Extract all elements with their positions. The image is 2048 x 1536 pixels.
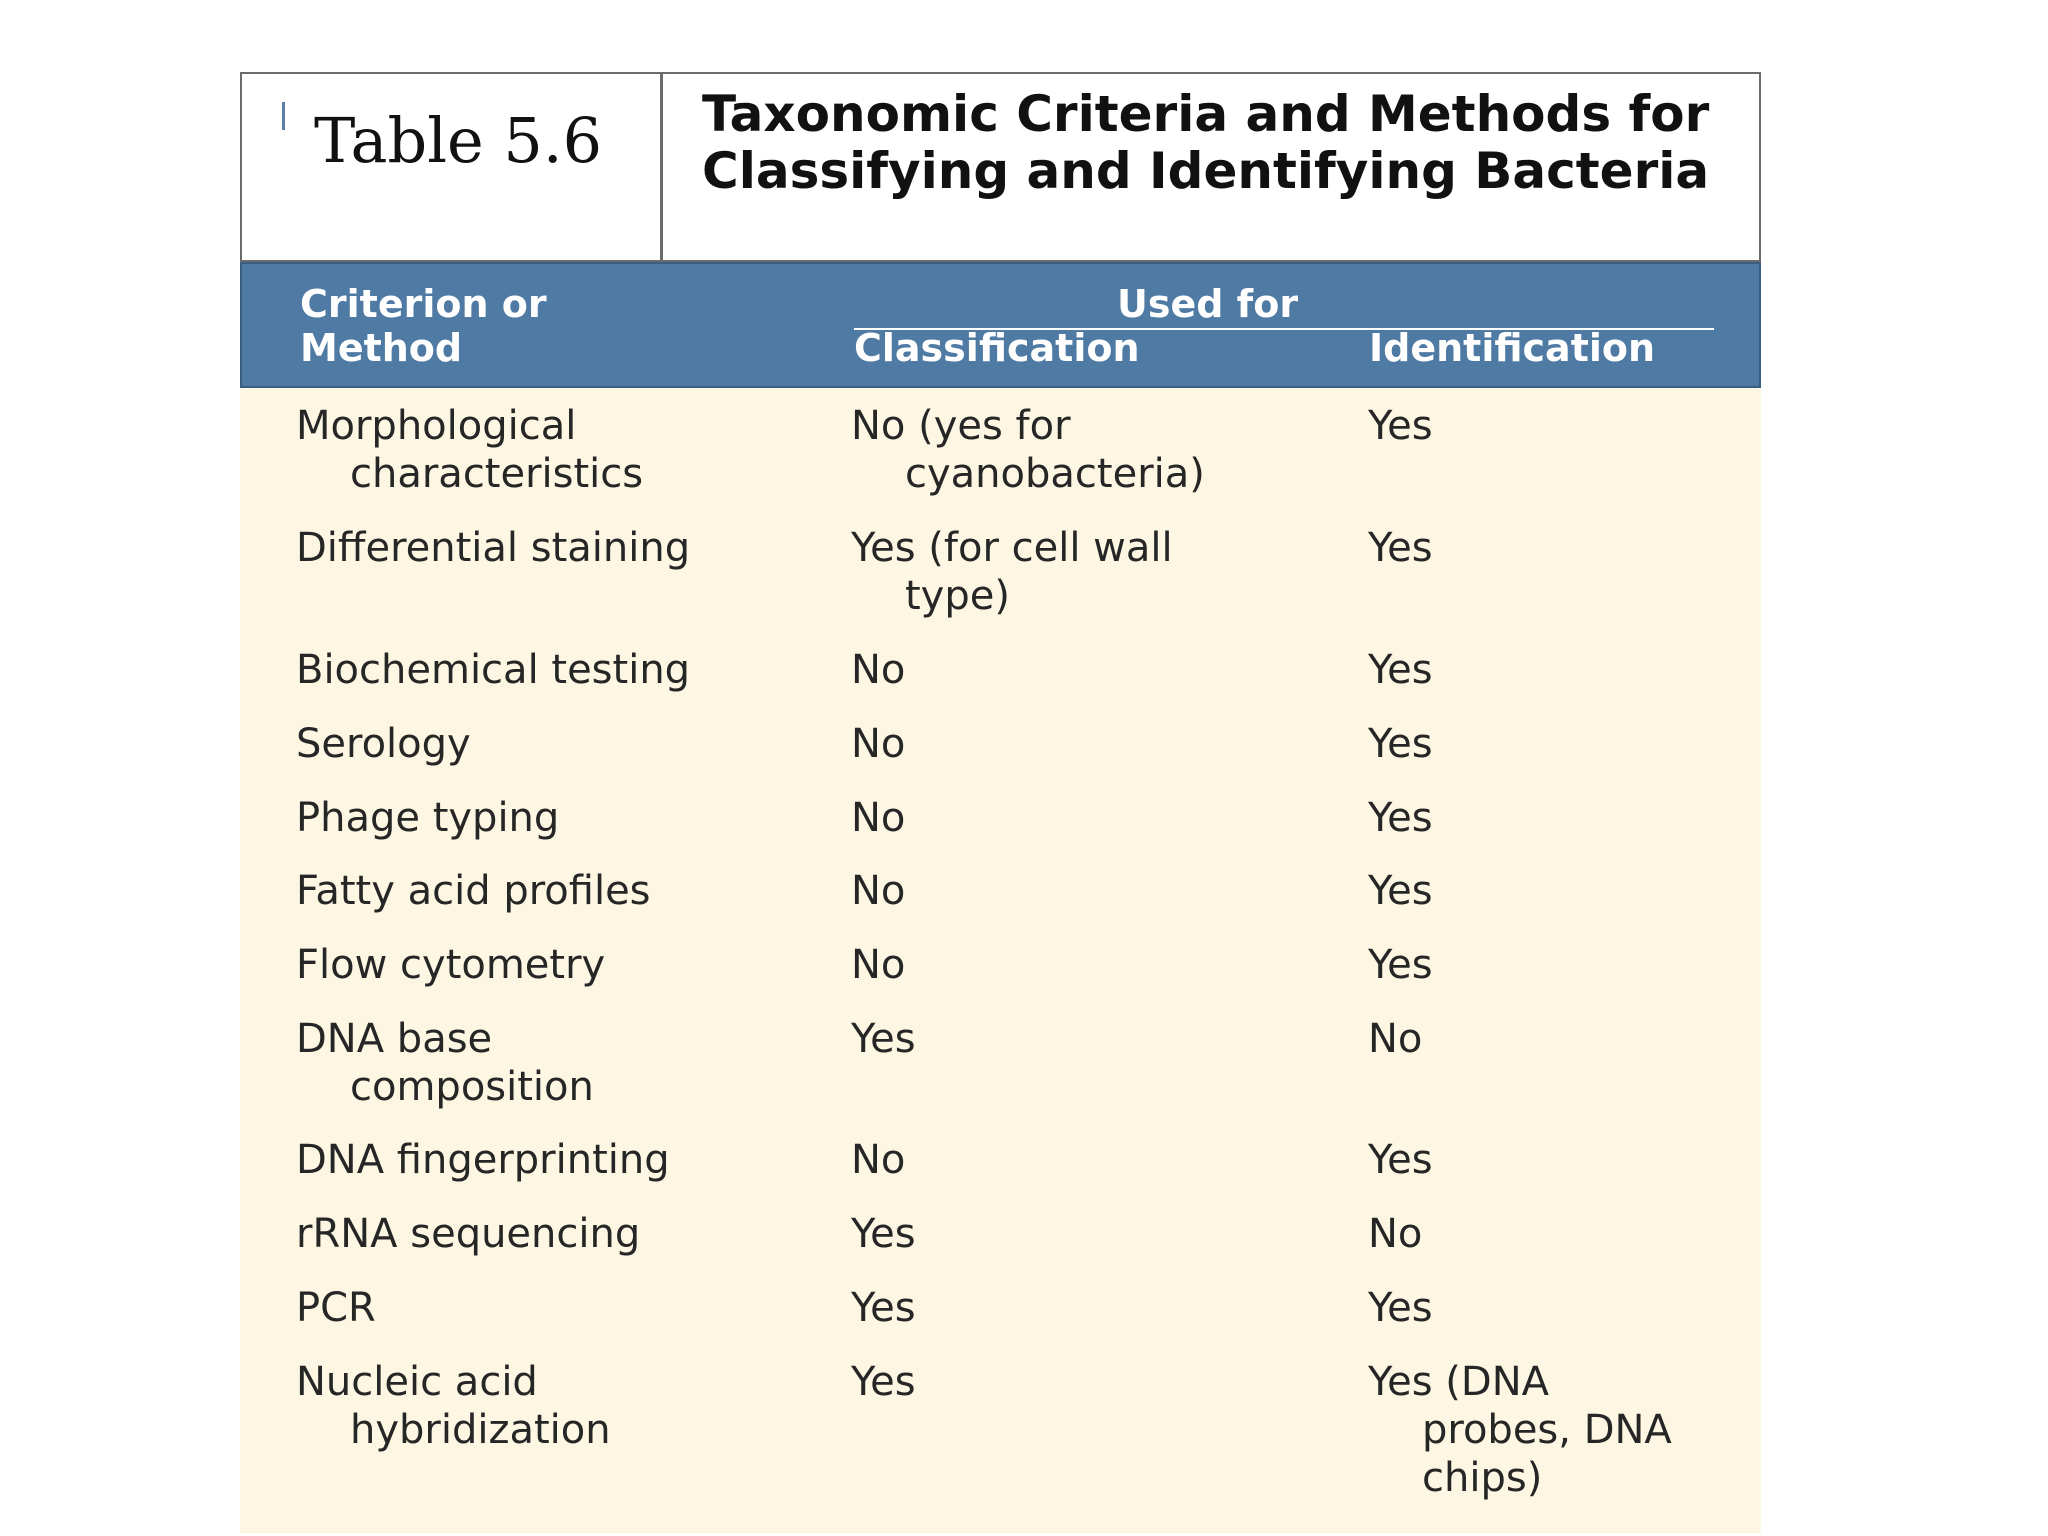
criterion-cell: rRNA sequencing: [296, 1211, 641, 1257]
classification-cell: No: [851, 1137, 906, 1183]
classification-cell: No: [851, 647, 906, 693]
criterion-cell: DNA fingerprinting: [296, 1137, 670, 1183]
corner-mark: [282, 102, 285, 130]
identification-cell: No: [1368, 1211, 1423, 1257]
classification-cell: No: [851, 721, 906, 767]
criterion-cell: Serology: [296, 721, 471, 767]
criterion-cell: Fatty acid profiles: [296, 868, 651, 914]
identification-cell: Yes: [1368, 1137, 1433, 1183]
classification-cell: Yes: [851, 1211, 916, 1257]
table-number: Table 5.6: [314, 104, 603, 177]
table-header: [240, 262, 1761, 388]
criterion-cell: DNA base composition: [296, 1016, 594, 1110]
classification-cell: No: [851, 942, 906, 988]
criterion-cell: PCR: [296, 1285, 376, 1331]
criterion-cell: Differential staining: [296, 525, 691, 571]
identification-cell: Yes: [1368, 525, 1433, 571]
header-criterion: Criterion or Method: [300, 282, 547, 370]
title-divider: [660, 74, 663, 262]
classification-cell: Yes: [851, 1359, 916, 1405]
identification-cell: Yes (DNA probes, DNA chips): [1368, 1359, 1672, 1501]
header-identification: Identification: [1369, 326, 1656, 370]
criterion-cell: Flow cytometry: [296, 942, 606, 988]
identification-cell: Yes: [1368, 868, 1433, 914]
document-page: [240, 72, 1765, 1532]
header-used-for: Used for: [1117, 282, 1299, 326]
criterion-cell: Phage typing: [296, 795, 560, 841]
criterion-cell: Biochemical testing: [296, 647, 691, 693]
table-caption: Taxonomic Criteria and Methods for Classifying and Identifying Bacteria: [702, 85, 1710, 200]
table-body: [240, 388, 1761, 1533]
classification-cell: Yes: [851, 1016, 916, 1062]
identification-cell: Yes: [1368, 1285, 1433, 1331]
classification-cell: No (yes for cyanobacteria): [851, 403, 1205, 497]
table-title-box: [240, 72, 1761, 262]
classification-cell: No: [851, 868, 906, 914]
identification-cell: Yes: [1368, 942, 1433, 988]
classification-cell: No: [851, 795, 906, 841]
identification-cell: Yes: [1368, 403, 1433, 449]
identification-cell: No: [1368, 1016, 1423, 1062]
classification-cell: Yes (for cell wall type): [851, 525, 1173, 619]
identification-cell: Yes: [1368, 795, 1433, 841]
criterion-cell: Nucleic acid hybridization: [296, 1359, 611, 1453]
identification-cell: Yes: [1368, 721, 1433, 767]
identification-cell: Yes: [1368, 647, 1433, 693]
classification-cell: Yes: [851, 1285, 916, 1331]
criterion-cell: Morphological characteristics: [296, 403, 644, 497]
header-classification: Classification: [854, 326, 1140, 370]
